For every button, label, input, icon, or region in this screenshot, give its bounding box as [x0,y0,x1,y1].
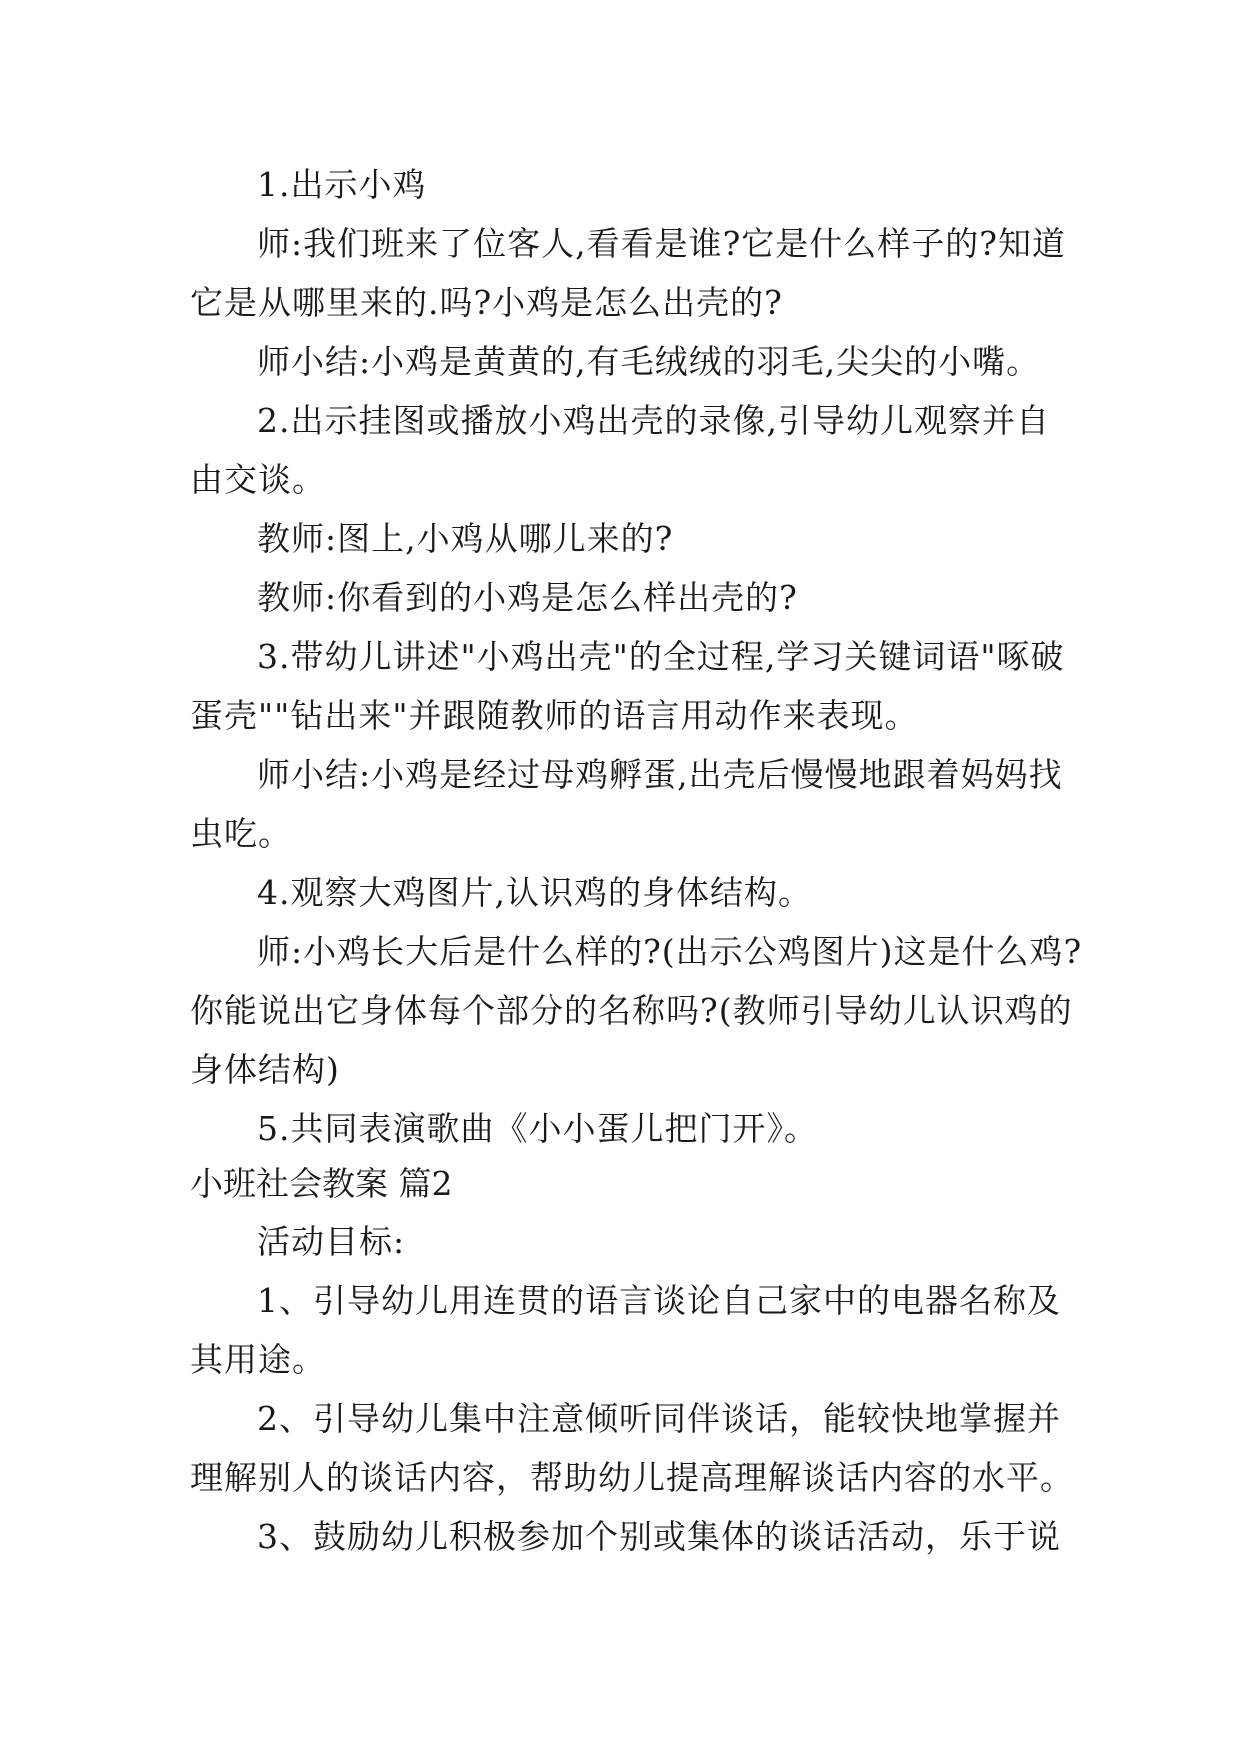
paragraph-line: 教师:图上,小鸡从哪儿来的? [257,519,674,558]
paragraph-line: 教师:你看到的小鸡是怎么样出壳的? [257,578,798,617]
paragraph-line: 虫吃。 [190,814,292,853]
paragraph-line: 4.观察大鸡图片,认识鸡的身体结构。 [257,873,812,912]
paragraph-line: 师小结:小鸡是黄黄的,有毛绒绒的羽毛,尖尖的小嘴。 [257,342,1041,381]
paragraph-line: 2.出示挂图或播放小鸡出壳的录像,引导幼儿观察并自 [257,401,1050,440]
paragraph-line: 身体结构) [190,1050,340,1089]
paragraph-line: 师:小鸡长大后是什么样的?(出示公鸡图片)这是什么鸡? [257,932,1083,971]
paragraph-line: 2、引导幼儿集中注意倾听同伴谈话，能较快地掌握并 [257,1399,1061,1438]
paragraph-line: 它是从哪里来的.吗?小鸡是怎么出壳的? [190,283,783,322]
paragraph-line: 理解别人的谈话内容，帮助幼儿提高理解谈话内容的水平。 [190,1458,1074,1497]
paragraph-line: 1、引导幼儿用连贯的语言谈论自己家中的电器名称及 [257,1281,1061,1320]
paragraph-line: 师:我们班来了位客人,看看是谁?它是什么样子的?知道 [257,224,1066,263]
paragraph-line: 3.带幼儿讲述"小鸡出壳"的全过程,学习关键词语"啄破 [257,637,1065,676]
paragraph-line: 蛋壳""钻出来"并跟随教师的语言用动作来表现。 [190,696,919,735]
paragraph-line: 由交谈。 [190,460,326,499]
paragraph-line: 师小结:小鸡是经过母鸡孵蛋,出壳后慢慢地跟着妈妈找 [257,755,1063,794]
paragraph-line: 你能说出它身体每个部分的名称吗?(教师引导幼儿认识鸡的 [190,991,1073,1030]
paragraph-line: 5.共同表演歌曲《小小蛋儿把门开》。 [257,1109,818,1148]
paragraph-line: 其用途。 [190,1340,326,1379]
paragraph-line: 1.出示小鸡 [257,165,427,204]
paragraph-line: 3、鼓励幼儿积极参加个别或集体的谈话活动，乐于说 [257,1517,1061,1556]
section-heading: 小班社会教案 篇2 [190,1164,453,1203]
paragraph-line: 活动目标: [257,1222,406,1261]
